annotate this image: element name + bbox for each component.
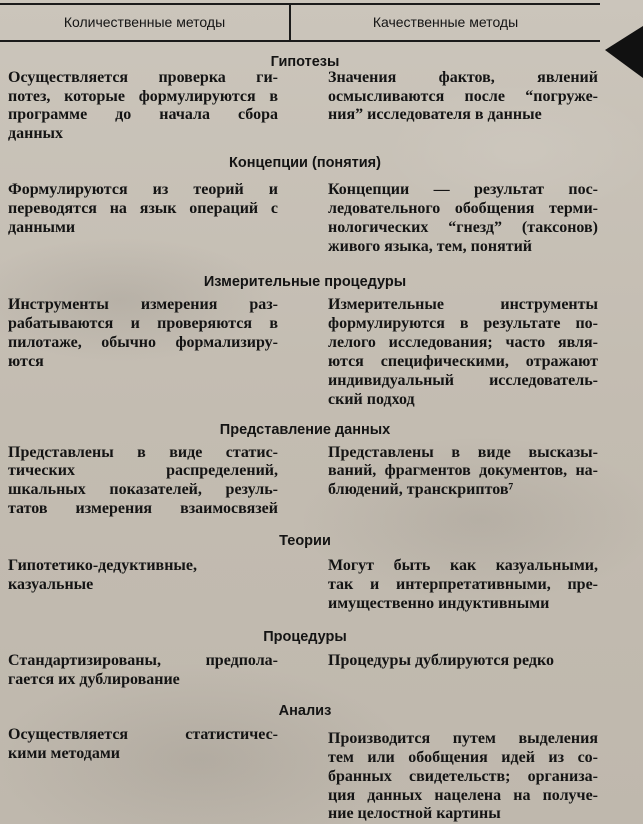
- quantitative-line: Осуществляется статистичес-: [8, 726, 278, 743]
- page-edge-tab-mark: [600, 22, 643, 82]
- qualitative-line: ваний, фрагментов документов, на-: [328, 462, 598, 479]
- qualitative-line: так и интерпретативными, пре-: [328, 576, 598, 593]
- qualitative-line: ются специфическими, отражают: [328, 353, 598, 370]
- qualitative-line: Могут быть как казуальными,: [328, 557, 598, 574]
- section-title: Процедуры: [263, 629, 347, 645]
- quantitative-line: данными: [8, 219, 76, 236]
- section-title: Представление данных: [219, 422, 391, 438]
- quantitative-line: ются: [8, 353, 44, 370]
- qualitative-line: Производится путем выделения: [328, 730, 598, 747]
- quantitative-line: программе до начала сбора: [8, 106, 278, 123]
- qualitative-line: Процедуры дублируются редко: [328, 652, 555, 669]
- quantitative-line: шкальных показателей, резуль-: [8, 481, 278, 498]
- header-qualitative: Качественные методы: [372, 14, 519, 30]
- qualitative-line: Измерительные инструменты: [328, 296, 598, 313]
- qualitative-line: ние целостной картины: [328, 805, 501, 822]
- qualitative-line: ледовательного обобщения терми-: [328, 200, 598, 217]
- qualitative-line: индивидуальный исследователь-: [328, 372, 598, 389]
- section-title: Гипотезы: [270, 54, 340, 70]
- quantitative-line: данных: [8, 125, 64, 142]
- qualitative-line: бранных свидетельств; организа-: [328, 768, 598, 785]
- section-title: Теории: [279, 533, 331, 549]
- quantitative-line: Формулируются из теорий и: [8, 181, 278, 198]
- quantitative-line: гается их дублирование: [8, 671, 180, 688]
- qualitative-line: ния” исследователя в данные: [328, 106, 542, 123]
- quantitative-line: Стандартизированы, предпола-: [8, 652, 278, 669]
- qualitative-line: нологических “гнезд” (таксонов): [328, 219, 598, 236]
- qualitative-line: имущественно индуктивными: [328, 595, 550, 612]
- qualitative-line: осмысливаются после “погруже-: [328, 88, 598, 105]
- qualitative-line: Значения фактов, явлений: [328, 69, 598, 86]
- quantitative-line: Осуществляется проверка ги-: [8, 69, 278, 86]
- qualitative-line: блюдений, транскриптов⁷: [328, 481, 514, 498]
- qualitative-line: Концепции — результат пос-: [328, 181, 598, 198]
- qualitative-line: тем или обобщения идей из со-: [328, 749, 598, 766]
- qualitative-line: ция данных нацелена на получе-: [328, 787, 598, 804]
- quantitative-line: казуальные: [8, 576, 94, 593]
- qualitative-line: лелого исследования; часто явля-: [328, 334, 598, 351]
- quantitative-line: Представлены в виде статис-: [8, 444, 278, 461]
- section-title: Анализ: [278, 703, 332, 719]
- header-bottom-rule: [0, 40, 600, 42]
- section-title: Концепции (понятия): [229, 155, 381, 171]
- header-top-rule: [0, 3, 600, 5]
- quantitative-line: Инструменты измерения раз-: [8, 296, 278, 313]
- quantitative-line: пилотаже, обычно формализиру-: [8, 334, 278, 351]
- qualitative-line: Представлены в виде высказы-: [328, 444, 598, 461]
- section-title: Измерительные процедуры: [203, 274, 407, 290]
- quantitative-line: потез, которые формулируются в: [8, 88, 278, 105]
- qualitative-line: живого языка, тем, понятий: [328, 238, 533, 255]
- qualitative-line: ский подход: [328, 391, 415, 408]
- quantitative-line: переводятся на язык операций с: [8, 200, 278, 217]
- quantitative-line: татов измерения взаимосвязей: [8, 500, 278, 517]
- quantitative-line: тических распределений,: [8, 462, 278, 479]
- qualitative-line: формулируются в результате по-: [328, 315, 598, 332]
- quantitative-line: кими методами: [8, 745, 120, 762]
- header-quantitative: Количественные методы: [63, 14, 226, 30]
- quantitative-line: рабатываются и проверяются в: [8, 315, 278, 332]
- quantitative-line: Гипотетико-дедуктивные,: [8, 557, 197, 574]
